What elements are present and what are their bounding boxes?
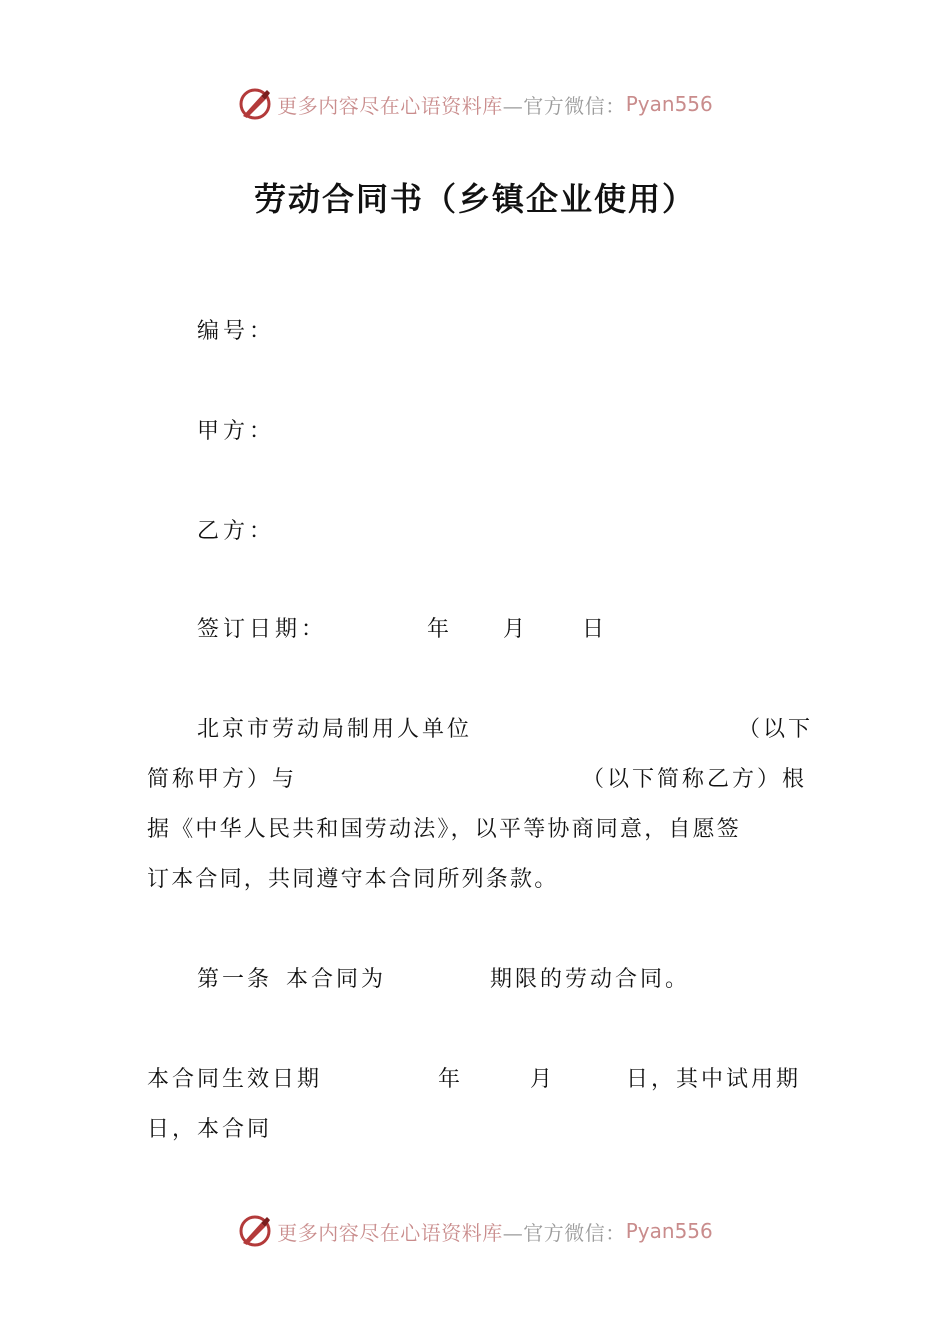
article-1-text-a: 本合同为 <box>286 967 387 992</box>
sign-date-month: 月 <box>503 617 526 642</box>
party-a-label: 甲方： <box>197 419 276 444</box>
banner-separator: —官方微信： <box>502 93 626 118</box>
intro-line-1b: （以下 <box>738 717 814 742</box>
footer-banner <box>0 1211 950 1251</box>
party-b-label: 乙方： <box>197 519 276 544</box>
document-title: 劳动合同书（乡镇企业使用） <box>253 180 696 218</box>
banner-wechat: Pyan556 <box>625 1219 713 1243</box>
banner-text: 更多内容尽在心语资料库 <box>277 93 503 118</box>
banner-wechat: Pyan556 <box>625 92 713 116</box>
banner-text: 更多内容尽在心语资料库 <box>277 1220 503 1245</box>
number-label: 编号： <box>197 319 276 344</box>
effective-line-2: 日，本合同 <box>147 1117 273 1142</box>
article-1-lead: 第一条 <box>197 967 273 992</box>
article-1-text-b: 期限的劳动合同。 <box>490 967 691 992</box>
intro-line-4: 订本合同，共同遵守本合同所列条款。 <box>147 867 559 892</box>
sign-date-day: 日 <box>582 617 605 642</box>
sign-date-label: 签订日期： <box>197 617 328 642</box>
intro-line-2a: 简称甲方）与 <box>147 767 298 792</box>
sign-date-year: 年 <box>427 617 450 642</box>
pen-logo-icon <box>237 86 273 122</box>
intro-line-3: 据《中华人民共和国劳动法》，以平等协商同意，自愿签 <box>147 817 742 842</box>
effective-year: 年 <box>438 1067 461 1092</box>
effective-month: 月 <box>530 1067 553 1092</box>
effective-date-label: 本合同生效日期 <box>147 1067 323 1092</box>
intro-line-2b: （以下简称乙方）根 <box>582 767 808 792</box>
header-banner <box>0 84 950 124</box>
banner-separator: —官方微信： <box>502 1220 626 1245</box>
effective-trial-text: 日，其中试用期 <box>626 1067 802 1092</box>
pen-logo-icon <box>237 1213 273 1249</box>
intro-line-1a: 北京市劳动局制用人单位 <box>197 717 473 742</box>
